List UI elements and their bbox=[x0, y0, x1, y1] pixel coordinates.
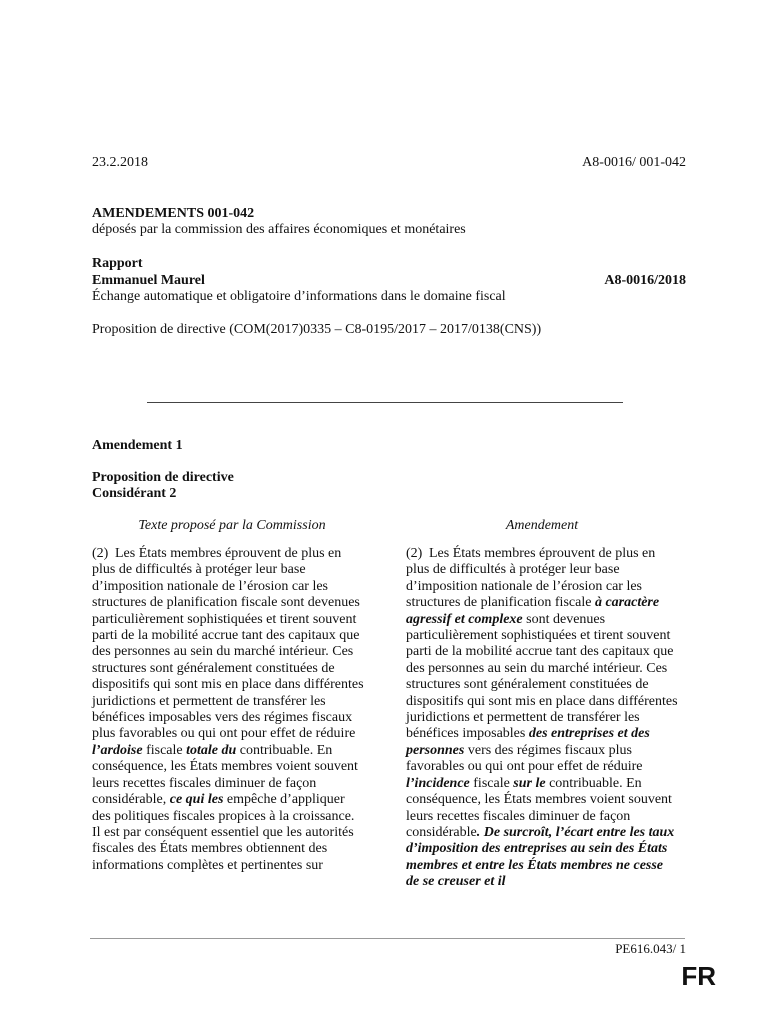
document-date: 23.2.2018 bbox=[92, 155, 148, 170]
right-bold-1: à caractère agressif et complexe bbox=[406, 595, 660, 627]
right-bold-3: l’incidence bbox=[406, 775, 470, 791]
footer-rule bbox=[90, 938, 685, 939]
document-subtitle: déposés par la commission des affaires économiques et monétaires bbox=[92, 222, 466, 237]
left-bold-1: l’ardoise bbox=[92, 742, 143, 758]
footer-page-reference: PE616.043/ 1 bbox=[615, 941, 686, 956]
amendment-subject-line1: Proposition de directive bbox=[92, 470, 234, 485]
commission-text-column bbox=[92, 546, 364, 874]
left-paragraph-number: (2) bbox=[92, 546, 109, 561]
right-bold-5: . De surcroît, l’écart entre les taux d’imposition des entreprises au sein des États membres et entre les États membres ne cesse de se creuser et il bbox=[406, 824, 675, 890]
left-bold-2: totale du bbox=[186, 742, 237, 758]
left-text-1: Les États membres éprouvent de plus en plus de difficultés à protéger leur base d’imposition nationale de l’érosion car les structures de planification fiscale sont devenues particulièrement sophistiquées et tirent souvent parti de la mobilité accrue tant des capitaux que des personnes au sein du marché intérieur. Ces structures sont généralement constituées de dispositifs qui sont mis en place dans différentes juridictions et permettent de transférer les bénéfices imposables vers des régimes fiscaux plus favorables ou qui ont pour effet de réduire bbox=[92, 546, 364, 742]
right-text-5: contribuable. En conséquence, les États membres voient souvent leurs recettes fiscales diminuer de façon considérable bbox=[406, 775, 672, 840]
left-bold-3: ce qui les bbox=[169, 792, 224, 808]
left-text-3: contribuable. En conséquence, les États membres voient souvent leurs recettes fiscales diminuer de façon considérable, bbox=[92, 742, 358, 808]
report-label: Rapport bbox=[92, 256, 143, 271]
right-paragraph-number: (2) bbox=[406, 546, 423, 561]
report-topic: Échange automatique et obligatoire d’informations dans le domaine fiscal bbox=[92, 289, 506, 304]
right-column-header: Amendement bbox=[505, 518, 579, 533]
left-text-2: fiscale bbox=[142, 742, 187, 758]
left-text-4: empêche d’appliquer des politiques fiscales propices à la croissance. Il est par conséquent essentiel que les autorités fiscales des États membres obtiennent des informations complètes et pertinentes sur bbox=[92, 792, 355, 873]
left-column-header: Texte proposé par la Commission bbox=[138, 518, 326, 533]
right-bold-2: des entreprises et des personnes bbox=[406, 726, 650, 758]
report-author: Emmanuel Maurel bbox=[92, 273, 205, 288]
right-text-4: fiscale bbox=[469, 775, 514, 791]
language-code: FR bbox=[681, 961, 716, 991]
right-text-3: vers des régimes fiscaux plus favorables ou qui ont pour effet de réduire bbox=[406, 742, 643, 775]
right-text-1: Les États membres éprouvent de plus en plus de difficultés à protéger leur base d’imposition nationale de l’érosion car les structures de planification fiscale bbox=[406, 546, 656, 611]
proposal-reference: Proposition de directive (COM(2017)0335 – C8-0195/2017 – 2017/0138(CNS)) bbox=[92, 322, 542, 337]
right-text-2: sont devenues particulièrement sophistiquées et tirent souvent parti de la mobilité accrue tant des capitaux que des personnes au sein du marché intérieur. Ces structures sont généralement constituées de dispositifs qui sont mis en place dans différentes juridictions et permettent de transférer les bénéfices imposables bbox=[406, 611, 678, 742]
right-bold-4: sur le bbox=[513, 775, 546, 791]
separator-line bbox=[147, 402, 623, 403]
amendment-heading: Amendement 1 bbox=[92, 438, 183, 453]
report-reference: A8-0016/2018 bbox=[604, 273, 686, 288]
document-title: AMENDEMENTS 001-042 bbox=[92, 206, 255, 221]
amendment-text-column bbox=[406, 546, 678, 891]
amendment-subject-line2: Considérant 2 bbox=[92, 486, 177, 501]
document-reference: A8-0016/ 001-042 bbox=[582, 155, 686, 170]
